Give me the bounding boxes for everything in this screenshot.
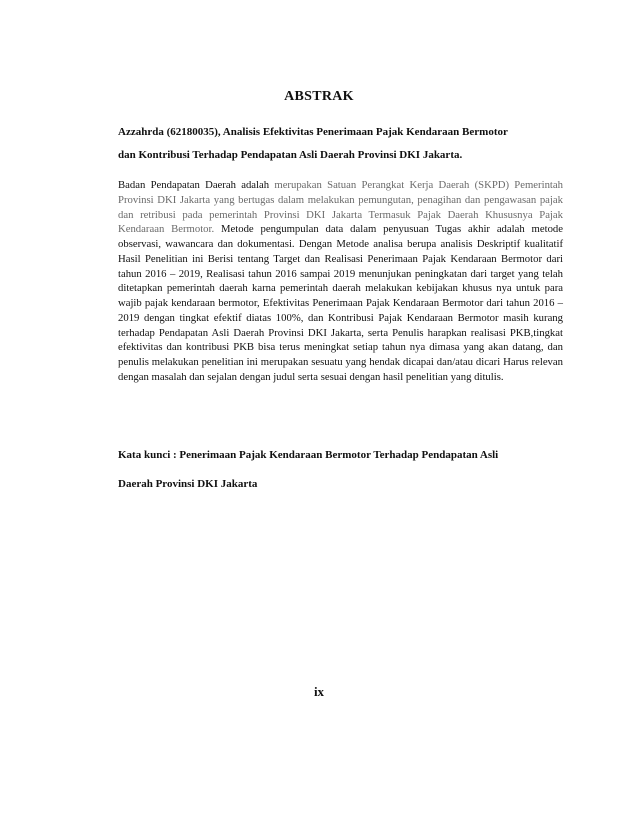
abstract-segment-3: Metode pengumpulan data dalam penyusuan Tugas akhir adalah metode observasi, wawancara dan dokumentasi. Dengan Metode analisa berupa analisis Deskriptif kualitatif Hasil Penelitian ini Berisi tentang Target dan Realisasi Penerimaan Pajak Kendaraan Bermotor dari tahun 2016 – 2019, Realisasi tahun 2016 sampai 2019 menunjukan peningkatan dari target yang telah ditetapkan pemerintah daerah karna pemerintah daerah melakukan kebijakan khusus nya untuk para wajib pajak kendaraan bermotor, Efektivitas Penerimaan Pajak Kendaraan Bermotor dari tahun 2016 – 2019 dengan tingkat efektif diatas 100%, dan Kontribusi Pajak Kendaraan Bermotor masih kurang terhadap Pendapatan Asli Daerah Provinsi DKI Jakarta, serta Penulis harapkan realisasi PKB,tingkat efektivitas dan kontribusi PKB bisa terus meningkat setiap tahun nya dimasa yang akan datang, dan penulis melakukan penelitian ini merupakan sesuatu yang hendak dicapai dan/atau dicari Harus relevan dengan masalah dan sejalan dengan judul serta sesuai dengan hasil penelitian yang ditulis. bbox=[118, 223, 563, 383]
abstract-segment-1: Badan Pendapatan Daerah adalah bbox=[118, 179, 275, 191]
keywords-line-1: Kata kunci : Penerimaan Pajak Kendaraan Bermotor Terhadap Pendapatan Asli bbox=[118, 449, 499, 461]
page-number: ix bbox=[313, 684, 325, 699]
author-title-line-2: dan Kontribusi Terhadap Pendapatan Asli Daerah Provinsi DKI Jakarta. bbox=[118, 149, 463, 161]
abstract-body bbox=[118, 178, 563, 385]
keywords-line-2: Daerah Provinsi DKI Jakarta bbox=[118, 478, 258, 490]
page-title: ABSTRAK bbox=[284, 89, 354, 104]
abstract-segment-gray: merupakan Satuan Perangkat Kerja Daerah (SKPD) Pemerintah Provinsi DKI Jakarta yang bertugas dalam melakukan pemungutan, penagihan dan pengawasan pajak dan retribusi pada pemerintah Provinsi DKI Jakarta Termasuk Pajak Daerah Khususnya Pajak Kendaraan Bermotor. bbox=[118, 179, 563, 236]
author-title-line-1: Azzahrda (62180035), Analisis Efektivitas Penerimaan Pajak Kendaraan Bermotor bbox=[118, 126, 508, 138]
